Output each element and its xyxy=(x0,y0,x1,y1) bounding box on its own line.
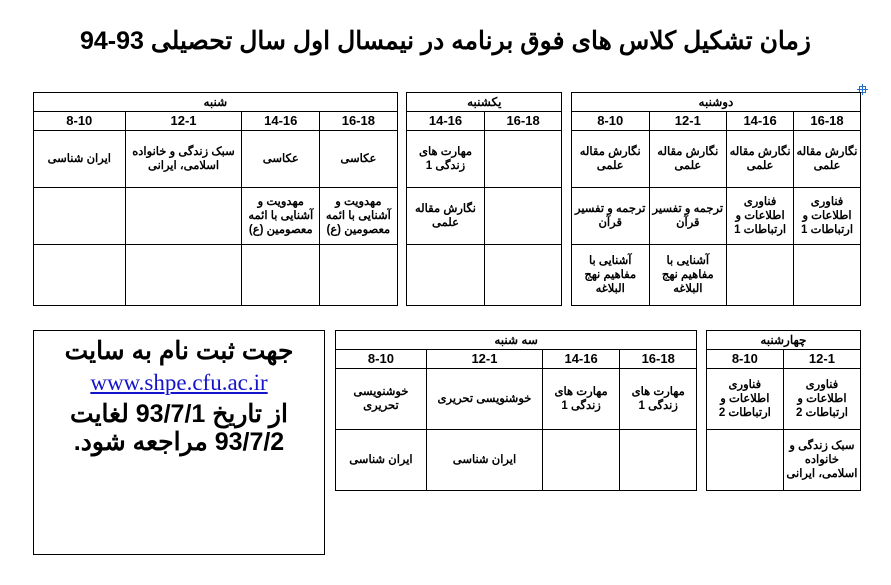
spacer xyxy=(697,369,707,430)
course-cell: فناوری اطلاعات و ارتباطات 1 xyxy=(794,188,861,245)
course-cell: مهارت های زندگی 1 xyxy=(620,369,697,430)
notice-line-1: جهت ثبت نام به سایت xyxy=(64,337,294,365)
registration-site-link[interactable]: www.shpe.cfu.ac.ir xyxy=(90,370,268,395)
spacer xyxy=(562,112,572,131)
course-cell: سبک زندگی و خانواده اسلامی، ایرانی xyxy=(125,131,242,188)
course-cell xyxy=(242,245,320,306)
day-header-wednesday: چهارشنبه xyxy=(706,331,860,350)
day-header-saturday: شنبه xyxy=(34,93,398,112)
course-cell xyxy=(125,188,242,245)
time-slot: 12-1 xyxy=(125,112,242,131)
course-cell xyxy=(727,245,794,306)
course-cell: فناوری اطلاعات و ارتباطات 2 xyxy=(706,369,783,430)
course-cell: نگارش مقاله علمی xyxy=(794,131,861,188)
course-cell xyxy=(706,430,783,491)
time-slot: 16-18 xyxy=(484,112,562,131)
course-cell xyxy=(34,188,126,245)
course-cell xyxy=(484,188,562,245)
course-cell: ترجمه و تفسیر قرآن xyxy=(649,188,727,245)
day-header-sunday: یکشنبه xyxy=(407,93,562,112)
table-row xyxy=(336,430,861,491)
page-title: زمان تشکیل کلاس های فوق برنامه در نیمسال اول سال تحصیلی 93-94 xyxy=(79,27,812,55)
time-slot: 8-10 xyxy=(706,350,783,369)
notice-line-2: از تاریخ 93/7/1 لغایت xyxy=(70,400,288,429)
course-cell xyxy=(34,245,126,306)
course-cell: ترجمه و تفسیر قرآن xyxy=(571,188,649,245)
notice-line-3: 93/7/2 مراجعه شود. xyxy=(73,428,285,457)
day-header-row xyxy=(34,93,861,112)
course-cell: نگارش مقاله علمی xyxy=(649,131,727,188)
spacer xyxy=(562,188,572,245)
course-cell: نگارش مقاله علمی xyxy=(727,131,794,188)
course-cell: مهدویت و آشنایی با ائمه معصومین (ع) xyxy=(242,188,320,245)
course-cell: آشنایی با مفاهیم نهج البلاغه xyxy=(649,245,727,306)
day-header-monday: دوشنبه xyxy=(571,93,860,112)
time-slot: 16-18 xyxy=(320,112,398,131)
table-row xyxy=(336,369,861,430)
course-cell: نگارش مقاله علمی xyxy=(407,188,485,245)
spacer xyxy=(397,188,407,245)
course-cell: فناوری اطلاعات و ارتباطات 2 xyxy=(783,369,860,430)
spacer xyxy=(397,112,407,131)
course-cell: نگارش مقاله علمی xyxy=(571,131,649,188)
spacer xyxy=(562,245,572,306)
course-cell: عکاسی xyxy=(242,131,320,188)
spacer xyxy=(397,245,407,306)
course-cell: ایران شناسی xyxy=(336,430,427,491)
spacer xyxy=(397,93,407,112)
spacer xyxy=(697,350,707,369)
course-cell xyxy=(407,245,485,306)
time-slot: 14-16 xyxy=(727,112,794,131)
course-cell xyxy=(543,430,620,491)
course-cell: خوشنویسی تحریری xyxy=(336,369,427,430)
course-cell xyxy=(620,430,697,491)
time-header-row xyxy=(34,112,861,131)
course-cell xyxy=(320,245,398,306)
course-cell: مهدویت و آشنایی با ائمه معصومین (ع) xyxy=(320,188,398,245)
spacer xyxy=(562,93,572,112)
course-cell: ایران شناسی xyxy=(34,131,126,188)
time-slot: 16-18 xyxy=(794,112,861,131)
course-cell: خوشنویسی تحریری xyxy=(426,369,542,430)
spacer xyxy=(697,331,707,350)
time-slot: 14-16 xyxy=(242,112,320,131)
table-row xyxy=(34,245,861,306)
table-row xyxy=(34,131,861,188)
schedule-table-top xyxy=(33,92,861,306)
spacer xyxy=(697,430,707,491)
table-row xyxy=(34,188,861,245)
day-header-tuesday: سه شنبه xyxy=(336,331,697,350)
day-header-row xyxy=(336,331,861,350)
time-slot: 8-10 xyxy=(336,350,427,369)
course-cell: سبک زندگی و خانواده اسلامی، ایرانی xyxy=(783,430,860,491)
course-cell: مهارت های زندگی 1 xyxy=(407,131,485,188)
time-slot: 16-18 xyxy=(620,350,697,369)
time-slot: 12-1 xyxy=(649,112,727,131)
course-cell: مهارت های زندگی 1 xyxy=(543,369,620,430)
spacer xyxy=(562,131,572,188)
course-cell xyxy=(484,245,562,306)
course-cell: ایران شناسی xyxy=(426,430,542,491)
time-slot: 8-10 xyxy=(571,112,649,131)
time-slot: 12-1 xyxy=(426,350,542,369)
time-slot: 14-16 xyxy=(407,112,485,131)
course-cell: آشنایی با مفاهیم نهج البلاغه xyxy=(571,245,649,306)
course-cell xyxy=(125,245,242,306)
course-cell: فناوری اطلاعات و ارتباطات 1 xyxy=(727,188,794,245)
spacer xyxy=(397,131,407,188)
schedule-table-bottom xyxy=(335,330,861,491)
time-header-row xyxy=(336,350,861,369)
time-slot: 8-10 xyxy=(34,112,126,131)
time-slot: 14-16 xyxy=(543,350,620,369)
registration-notice xyxy=(33,330,325,555)
course-cell: عکاسی xyxy=(320,131,398,188)
course-cell xyxy=(484,131,562,188)
time-slot: 12-1 xyxy=(783,350,860,369)
course-cell xyxy=(794,245,861,306)
